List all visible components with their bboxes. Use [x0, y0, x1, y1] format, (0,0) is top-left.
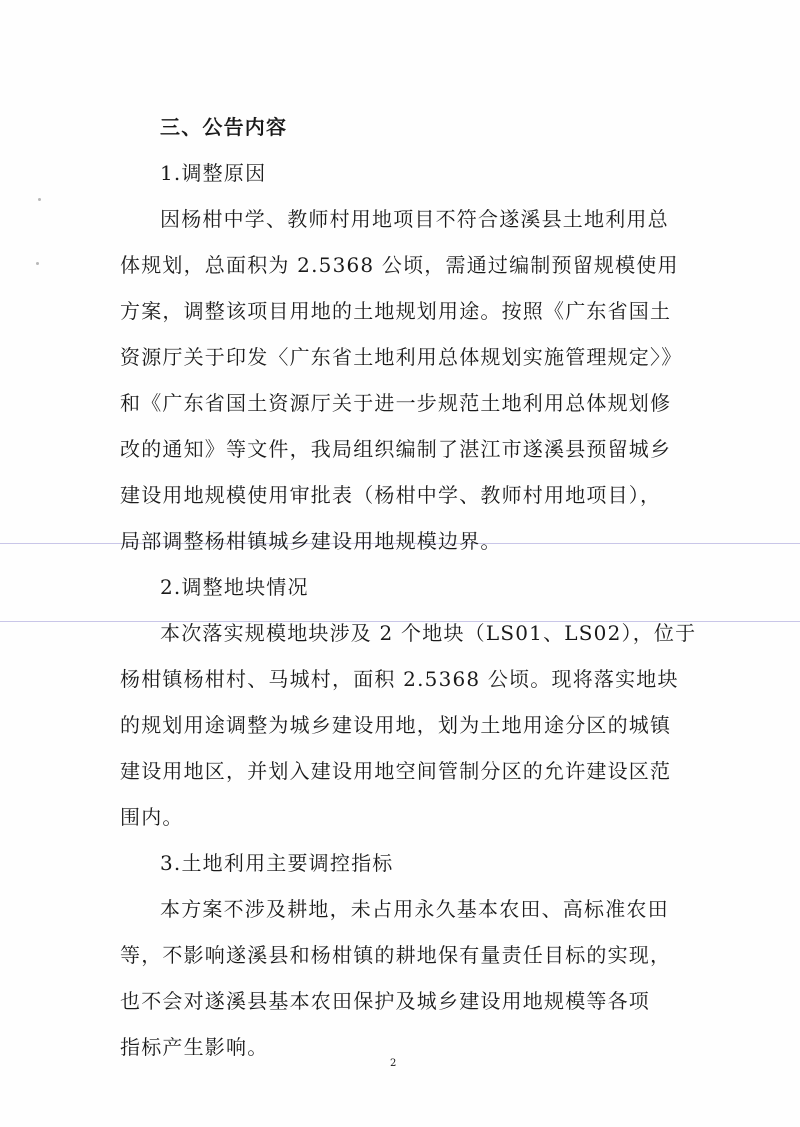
paragraph-line: 建设用地规模使用审批表（杨柑中学、教师村用地项目），	[120, 483, 662, 507]
paragraph-line: 本方案不涉及耕地，未占用永久基本农田、高标准农田	[160, 897, 669, 921]
paragraph-line: 资源厅关于印发〈广东省土地利用总体规划实施管理规定〉》	[120, 345, 683, 369]
section-heading: 三、公告内容	[160, 115, 288, 139]
paragraph-line: 局部调整杨柑镇城乡建设用地规模边界。	[120, 529, 502, 553]
subsection-title-2: 2.调整地块情况	[160, 575, 309, 599]
paragraph-line: 等，不影响遂溪县和杨柑镇的耕地保有量责任目标的实现，	[120, 943, 672, 967]
scan-speck	[38, 198, 41, 201]
paragraph-line: 和《广东省国土资源厅关于进一步规范土地利用总体规划修	[120, 391, 672, 415]
paragraph-line: 杨柑镇杨柑村、马城村，面积 2.5368 公顷。现将落实地块	[120, 667, 679, 691]
subsection-title-3: 3.土地利用主要调控指标	[160, 851, 394, 875]
subsection-title-1: 1.调整原因	[160, 161, 267, 185]
paragraph-line: 也不会对遂溪县基本农田保护及城乡建设用地规模等各项	[120, 989, 650, 1013]
paragraph-line: 的规划用途调整为城乡建设用地，划为土地用途分区的城镇	[120, 713, 672, 737]
paragraph-line: 指标产生影响。	[120, 1035, 269, 1059]
paragraph-line: 建设用地区，并划入建设用地空间管制分区的允许建设区范	[120, 759, 672, 783]
paragraph-line: 围内。	[120, 805, 184, 829]
paragraph-line: 体规划，总面积为 2.5368 公顷，需通过编制预留规模使用	[120, 253, 679, 277]
page-number: 2	[390, 1058, 397, 1069]
paragraph-line: 改的通知》等文件，我局组织编制了湛江市遂溪县预留城乡	[120, 437, 672, 461]
paragraph-line: 本次落实规模地块涉及 2 个地块（LS01、LS02），位于	[160, 621, 697, 645]
scan-speck	[36, 262, 39, 265]
paragraph-line: 方案，调整该项目用地的土地规划用途。按照《广东省国土	[120, 299, 672, 323]
paragraph-line: 因杨柑中学、教师村用地项目不符合遂溪县土地利用总	[160, 207, 669, 231]
